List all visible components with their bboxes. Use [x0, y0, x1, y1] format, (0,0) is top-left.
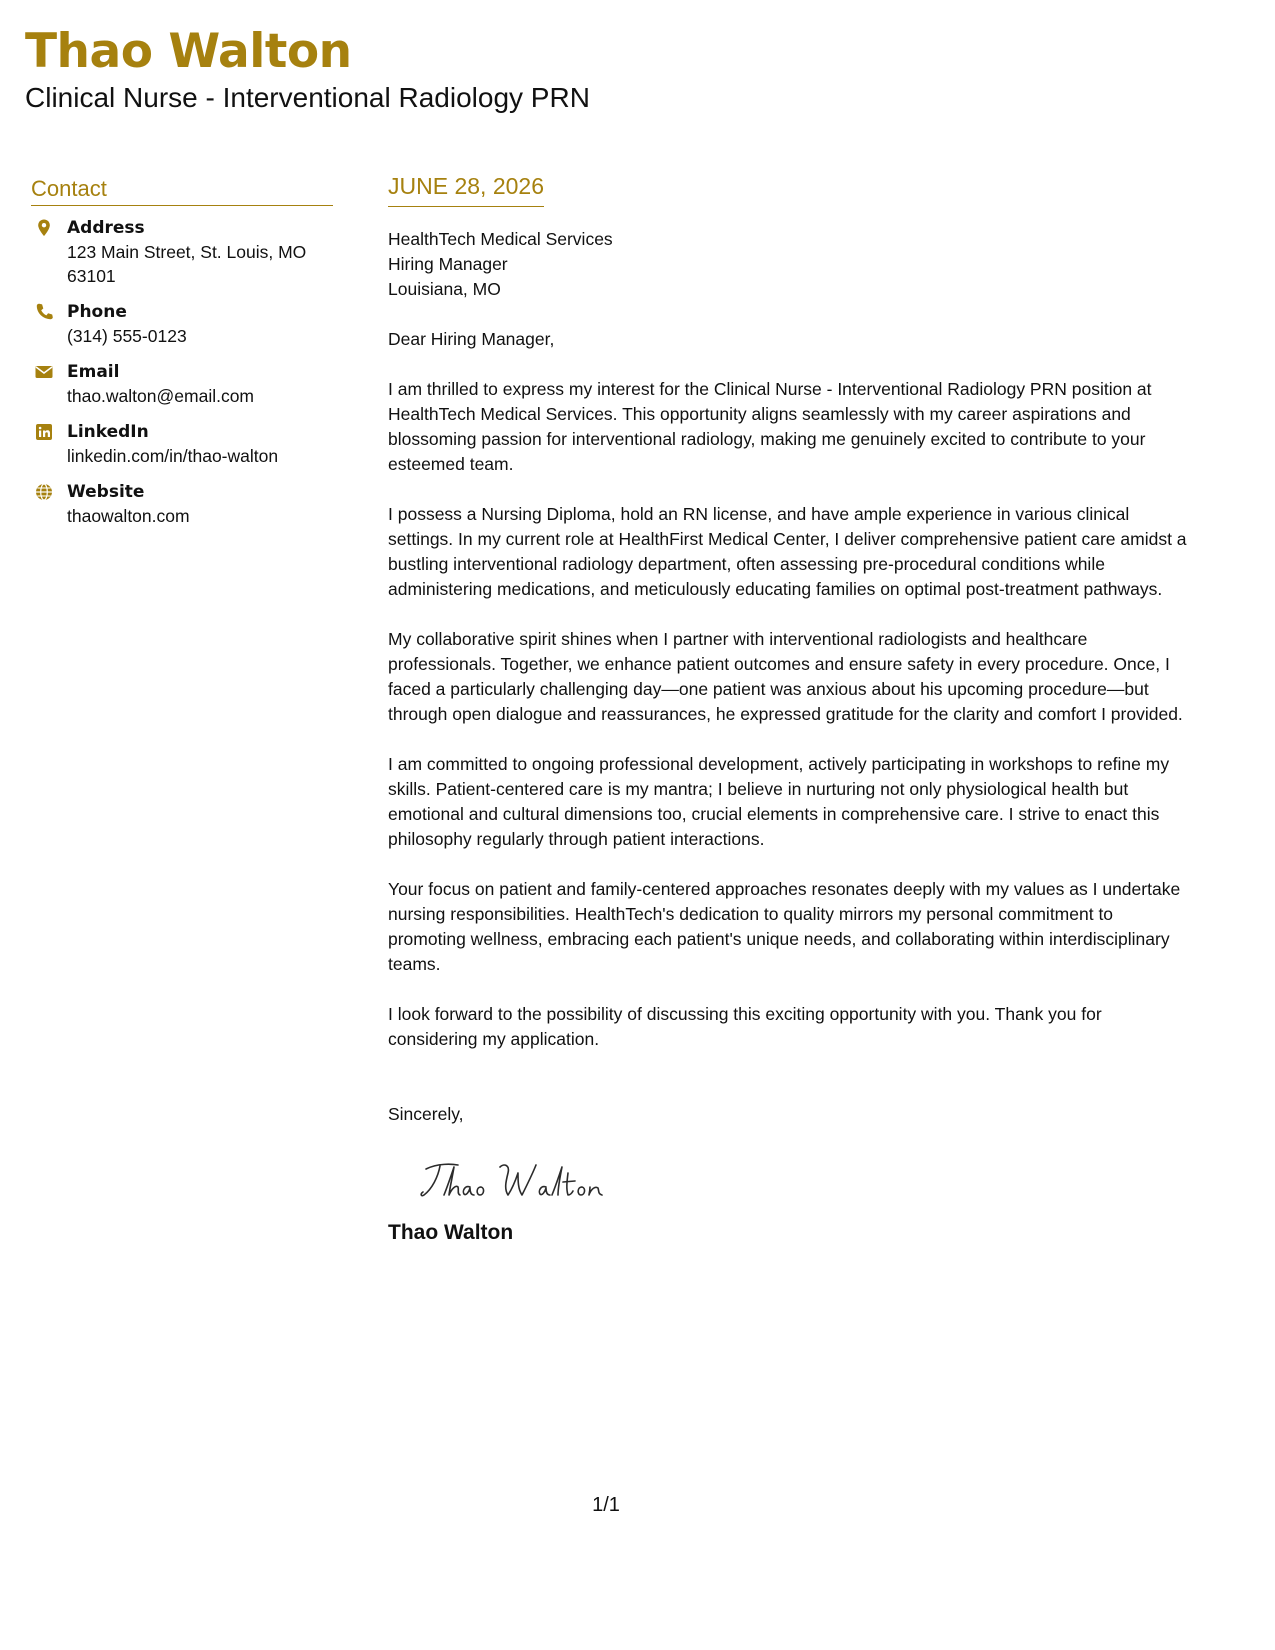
- email-value: thao.walton@email.com: [67, 386, 255, 406]
- recipient-block: [388, 227, 1193, 302]
- map-pin-icon: [34, 218, 54, 238]
- paragraph: Your focus on patient and family-centered approaches resonates deeply with my values as I undertake nursing responsibilities. HealthTech's dedication to quality mirrors my personal commitment to promoting wellness, embracing each patient's unique needs, and collaborating within interdisciplinary teams.: [388, 879, 1181, 974]
- recipient-company: HealthTech Medical Services: [388, 229, 613, 249]
- contact-item-address: [31, 216, 333, 288]
- salutation: Dear Hiring Manager,: [388, 329, 555, 349]
- recipient-title: Hiring Manager: [388, 254, 508, 274]
- cover-letter-body: [388, 172, 1193, 1247]
- contact-item-phone: [31, 300, 333, 348]
- closing: Sincerely,: [388, 1104, 464, 1124]
- globe-icon: [34, 482, 54, 502]
- linkedin-value: linkedin.com/in/thao-walton: [67, 446, 279, 466]
- contact-item-linkedin: [31, 420, 333, 468]
- phone-value: (314) 555-0123: [67, 326, 187, 346]
- contact-label: Email: [67, 362, 120, 382]
- envelope-icon: [34, 362, 54, 382]
- paragraph: I am committed to ongoing professional development, actively participating in workshops to refine my skills. Patient-centered care is my mantra; I believe in nurturing not only physiological health but emotional and cultural dimensions too, crucial elements in comprehensive care. I strive to enact this philosophy regularly through patient interactions.: [388, 754, 1170, 849]
- contact-item-email: [31, 360, 333, 408]
- letter-date: JUNE 28, 2026: [388, 172, 544, 207]
- contact-label: Phone: [67, 302, 127, 322]
- contact-sidebar: [31, 175, 333, 540]
- address-value: 123 Main Street, St. Louis, MO 63101: [67, 242, 307, 286]
- paragraph: I am thrilled to express my interest for the Clinical Nurse - Interventional Radiology PRN position at HealthTech Medical Services. This opportunity aligns seamlessly with my career aspirations and blossoming passion for interventional radiology, making me genuinely excited to contribute to your esteemed team.: [388, 379, 1152, 474]
- contact-heading: Contact: [31, 175, 333, 206]
- job-title: Clinical Nurse - Interventional Radiology PRN: [25, 82, 590, 113]
- contact-item-website: [31, 480, 333, 528]
- contact-list: [31, 216, 333, 528]
- phone-icon: [34, 302, 54, 322]
- recipient-location: Louisiana, MO: [388, 279, 501, 299]
- contact-label: LinkedIn: [67, 422, 149, 442]
- applicant-name: Thao Walton: [25, 24, 352, 79]
- paragraph: I possess a Nursing Diploma, hold an RN license, and have ample experience in various clinical settings. In my current role at HealthFirst Medical Center, I deliver comprehensive patient care amidst a bustling interventional radiology department, often assessing pre-procedural conditions while administering medications, and meticulously educating families on optimal post-treatment pathways.: [388, 504, 1187, 599]
- linkedin-icon: [34, 422, 54, 442]
- paragraph: My collaborative spirit shines when I partner with interventional radiologists and healthcare professionals. Together, we enhance patient outcomes and ensure safety in every procedure. Once, I faced a particularly challenging day—one patient was anxious about his upcoming procedure—but through open dialogue and reassurances, he expressed gratitude for the clarity and comfort I provided.: [388, 629, 1183, 724]
- signer-name: Thao Walton: [388, 1221, 514, 1244]
- page-number: 1/1: [592, 1494, 620, 1516]
- contact-label: Website: [67, 482, 145, 502]
- website-value: thaowalton.com: [67, 506, 190, 526]
- paragraph: I look forward to the possibility of discussing this exciting opportunity with you. Thank you for considering my application.: [388, 1004, 1102, 1049]
- handwritten-signature: [418, 1155, 618, 1205]
- contact-label: Address: [67, 218, 145, 238]
